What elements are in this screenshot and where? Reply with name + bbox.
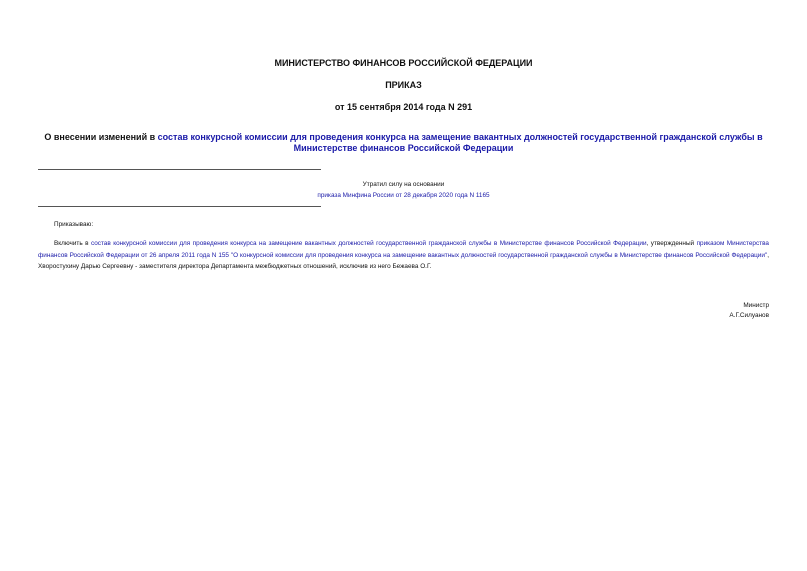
order-word: Приказываю: xyxy=(54,221,94,228)
paragraph-text-end: , Хворостухину Дарью Сергеевну - заместителя директора Департамента межбюджетных отношений, исключив из него Бежаева О.Г. xyxy=(38,251,769,270)
repealed-note: Утратил силу на основании xyxy=(362,181,445,188)
divider-top xyxy=(38,169,321,170)
document-date-number: от 15 сентября 2014 года N 291 xyxy=(334,102,473,112)
title-link-line2[interactable]: Министерстве финансов Российской Федерации xyxy=(293,143,514,153)
document-title xyxy=(0,132,807,154)
divider-bottom xyxy=(38,206,321,207)
signatory-name: А.Г.Силуанов xyxy=(729,312,769,319)
paragraph-text-start: Включить в xyxy=(54,240,91,247)
signatory-position: Министр xyxy=(743,302,769,309)
ministry-heading: МИНИСТЕРСТВО ФИНАНСОВ РОССИЙСКОЙ ФЕДЕРАЦИИ xyxy=(274,58,533,68)
repeal-order-link[interactable]: приказа Минфина России от 28 декабря 2020 года N 1165 xyxy=(317,192,490,199)
commission-composition-link[interactable]: состав конкурсной комиссии для проведения конкурса на замещение вакантных должностей государственной гражданской службы в Министерстве финансов Российской Федерации xyxy=(90,240,647,247)
title-link-line1[interactable]: состав конкурсной комиссии для проведения конкурса на замещение вакантных должностей государственной гражданской службы в xyxy=(157,132,763,142)
order-paragraph xyxy=(38,238,769,273)
signature-block xyxy=(729,301,769,321)
order-155-link[interactable]: приказом Министерства финансов Российской Федерации от 26 апреля 2011 года N 155 "О конкурсной комиссии для проведения конкурса на замещение вакантных должностей государственной гражданской службы в Министерстве финансов Российской Федерации" xyxy=(38,240,769,259)
document-type: ПРИКАЗ xyxy=(385,80,422,90)
title-prefix: О внесении изменений в xyxy=(44,132,158,142)
paragraph-text-middle: , утвержденный xyxy=(646,240,697,247)
